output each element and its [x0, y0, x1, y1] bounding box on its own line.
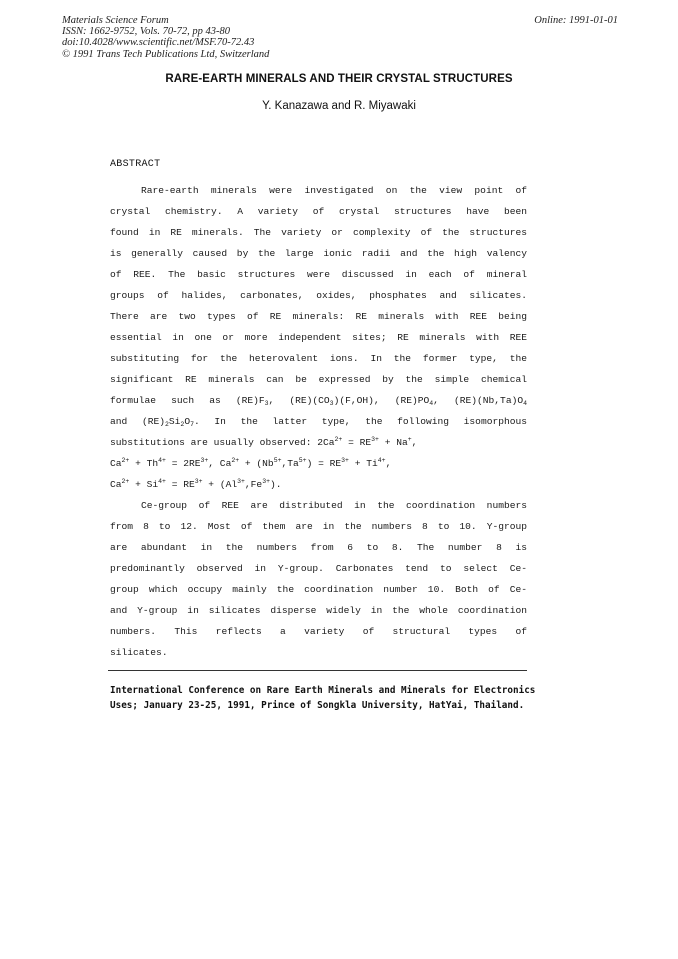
abstract-line: groups of halides, carbonates, oxides, phosphates and silicates.: [110, 290, 527, 301]
publication-metadata: [62, 15, 269, 60]
issn-line: ISSN: 1662-9752, Vols. 70-72, pp 43-80: [62, 26, 230, 38]
abstract-line: substitutions are usually observed: $2Ca^{2+} = RE^{3+} + Na^+$,: [110, 436, 418, 448]
abstract-line: group which occupy mainly the coordination number 10. Both of Ce-: [110, 584, 527, 595]
online-date: Online: 1991-01-01: [534, 15, 618, 26]
abstract-line: and Y-group in silicates disperse widely in the whole coordination: [110, 605, 527, 616]
abstract-line: significant RE minerals can be expressed by the simple chemical: [110, 374, 527, 385]
abstract-line: of REE. The basic structures were discussed in each of mineral: [110, 269, 527, 280]
footnote-line-1: International Conference on Rare Earth Minerals and Minerals for Electronics: [110, 685, 536, 696]
doi-line: doi:10.4028/www.scientific.net/MSF.70-72.43: [62, 37, 255, 49]
abstract-line: are abundant in the numbers from 6 to 8. The number 8 is: [110, 542, 527, 553]
abstract-line: found in RE minerals. The variety or complexity of the structures: [110, 227, 527, 238]
abstract-line: silicates.: [110, 647, 168, 658]
journal-name: Materials Science Forum: [62, 15, 169, 26]
abstract-line: Ce-group of REE are distributed in the coordination numbers: [141, 500, 527, 511]
abstract-heading: ABSTRACT: [110, 159, 161, 170]
abstract-line: and $(RE)_2Si_2O_7$. In the latter type, the following isomorphous: [110, 416, 527, 428]
paper-authors: Y. Kanazawa and R. Miyawaki: [262, 100, 416, 112]
abstract-line: substituting for the heterovalent ions. In the former type, the: [110, 353, 527, 364]
paper-title: RARE-EARTH MINERALS AND THEIR CRYSTAL STRUCTURES: [165, 73, 513, 85]
abstract-line: Rare-earth minerals were investigated on the view point of: [141, 185, 527, 196]
footnote-divider: [108, 670, 527, 671]
abstract-line: $Ca^{2+} + Si^{4+} = RE^{3+} + (Al^{3+},Fe^{3+})$.: [110, 478, 282, 490]
abstract-line: essential in one or more independent sites; RE minerals with REE: [110, 332, 527, 343]
abstract-line: is generally caused by the large ionic radii and the high valency: [110, 248, 527, 259]
abstract-line: crystal chemistry. A variety of crystal structures have been: [110, 206, 527, 217]
abstract-line: from 8 to 12. Most of them are in the numbers 8 to 10. Y-group: [110, 521, 527, 532]
abstract-line: formulae such as $(RE)F_3$, $(RE)(CO_3)(F,OH)$, $(RE)PO_4$, $(RE)(Nb,Ta)O_4$: [110, 395, 527, 407]
abstract-line: predominantly observed in Y-group. Carbonates tend to select Ce-: [110, 563, 527, 574]
abstract-line: There are two types of RE minerals: RE minerals with REE being: [110, 311, 527, 322]
abstract-line: $Ca^{2+} + Th^{4+} = 2RE^{3+}$, $Ca^{2+} + (Nb^{5+},Ta^{5+}) = RE^{3+} + Ti^{4+}$,: [110, 457, 392, 469]
footnote-line-2: Uses; January 23-25, 1991, Prince of Songkla University, HatYai, Thailand.: [110, 700, 525, 711]
copyright-line: © 1991 Trans Tech Publications Ltd, Switzerland: [62, 48, 270, 60]
abstract-line: numbers. This reflects a variety of structural types of: [110, 626, 527, 637]
